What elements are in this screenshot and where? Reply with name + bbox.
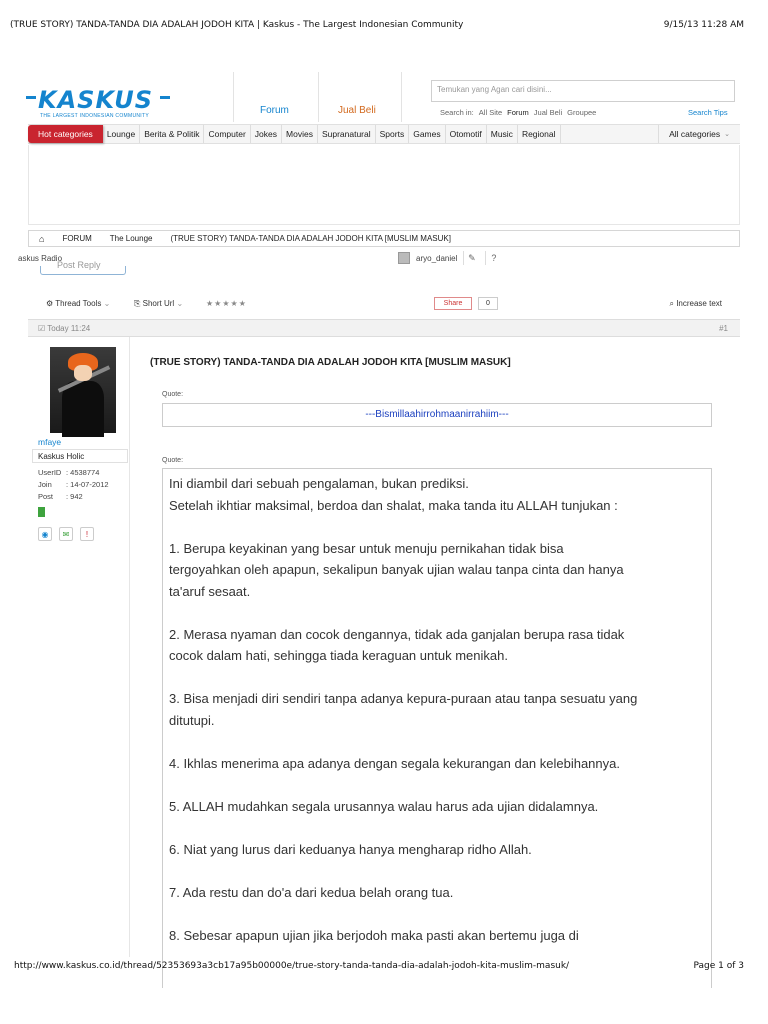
quote-line: 5. ALLAH mudahkan segala urusannya walau harus ada ujian didalamnya. [169,798,599,814]
paragraph-gap [169,903,705,925]
post-reply-button[interactable] [40,260,126,275]
divider [318,72,319,122]
message-icon[interactable]: ✉ [59,527,73,541]
category-games[interactable]: Games [409,125,445,143]
share-count: 0 [478,297,498,310]
quote-line: 6. Niat yang lurus dari keduanya hanya mengharap ridho Allah. [169,841,532,857]
category-supranatural[interactable]: Supranatural [318,125,376,143]
thread-tools-label: Thread Tools [55,299,102,308]
category-berita-politik[interactable]: Berita & Politik [140,125,204,143]
gear-icon: ⚙ [46,299,54,308]
post-date-text: Today 11:24 [47,324,91,333]
quote-line: 8. Sebesar apapun ujian jika berjodoh maka pasti akan bertemu juga di [169,927,579,943]
quote-line: tergoyahkan oleh apapun, sekalipun banyak ujian walau tanpa cinta dan hanya [169,562,624,577]
category-movies[interactable]: Movies [282,125,318,143]
paragraph-gap [169,817,705,839]
kaskus-logo[interactable] [32,86,168,120]
quote-line: ditutupi. [169,712,215,728]
join-value: : 14-07-2012 [66,480,109,489]
quote-line: 4. Ikhlas menerima apa adanya dengan segala kekurangan dan kelebihannya. [169,755,620,771]
category-otomotif[interactable]: Otomotif [446,125,487,143]
increase-text-label: Increase text [676,299,722,308]
home-icon[interactable]: ⌂ [39,233,45,244]
post-title: (TRUE STORY) TANDA-TANDA DIA ADALAH JODOH KITA [MUSLIM MASUK] [150,357,511,368]
thread-tools-row [28,299,740,313]
post-date [38,324,90,333]
breadcrumb-the-lounge[interactable]: The Lounge [109,234,153,243]
increase-text-button[interactable] [669,299,722,309]
print-page: Page 1 of 3 [693,961,744,971]
quote-line: Ini diambil dari sebuah pengalaman, bukan prediksi. [169,476,469,491]
search-option-all-site[interactable]: All Site [478,108,503,117]
all-categories-label: All categories [669,129,721,139]
print-datetime: 9/15/13 11:28 AM [663,20,744,30]
quote-line: 1. Berupa keyakinan yang besar untuk menuju pernikahan tidak bisa [169,540,564,556]
quote-body [162,468,712,988]
print-footer [14,961,744,971]
reputation-bar [38,507,45,517]
ad-banner [28,145,740,225]
category-lounge[interactable]: Lounge [103,125,140,143]
category-sports[interactable]: Sports [376,125,410,143]
breadcrumb-thread: (TRUE STORY) TANDA-TANDA DIA ADALAH JODOH KITA [MUSLIM MASUK] [170,234,451,243]
zoom-icon: ⌕ [669,299,674,308]
divider [401,72,402,122]
quote-line: 7. Ada restu dan do'a dari kedua belah orang tua. [169,884,454,900]
profile-icon[interactable]: ◉ [38,527,52,541]
paragraph-gap [169,602,705,624]
category-jokes[interactable]: Jokes [251,125,282,143]
poster-meta [38,467,109,503]
print-header [10,20,744,30]
print-title: (TRUE STORY) TANDA-TANDA DIA ADALAH JODOH KITA | Kaskus - The Largest Indonesian Community [10,20,464,30]
poster-info [28,337,130,957]
kaskus-radio-link[interactable]: askus Radio [18,254,63,263]
search-option-jual-beli[interactable]: Jual Beli [533,108,563,117]
paragraph-gap [169,860,705,882]
quote-label: Quote: [162,391,184,398]
userid-value: : 4538774 [66,468,100,477]
avatar-figure [62,381,104,437]
chevron-down-icon: ⌄ [103,299,111,308]
link-icon: ⎘ [134,299,141,308]
logo-text: KASKUS [38,86,153,114]
poster-rank: Kaskus Holic [32,449,128,463]
logo-dash-right [160,96,170,99]
post-date-bar [28,319,740,337]
paragraph-gap [169,774,705,796]
quote-line: ta'aruf sesaat. [169,583,251,599]
search-scope [440,108,596,117]
search-input[interactable]: Temukan yang Agan cari disini... [431,80,735,102]
all-categories-dropdown[interactable] [658,125,740,143]
quote-line: 2. Merasa nyaman dan cocok dengannya, tidak ada ganjalan berupa rasa tidak [169,626,625,642]
poster-avatar[interactable] [50,347,116,433]
user-menu [398,250,501,266]
category-regional[interactable]: Regional [518,125,561,143]
category-music[interactable]: Music [487,125,518,143]
search-in-label: Search in: [440,108,474,117]
user-toolbar [18,250,740,266]
short-url-dropdown[interactable] [134,299,183,309]
divider [233,72,234,122]
user-avatar-small [398,252,410,264]
join-label: Join [38,480,52,489]
search-tips-link[interactable]: Search Tips [688,108,728,117]
share-button[interactable]: Share [434,297,472,310]
logo-dash-left [26,96,36,99]
userid-label: UserID [38,468,62,477]
quote-label: Quote: [162,457,184,464]
post-number[interactable]: #1 [719,324,728,333]
poster-actions [38,527,94,541]
breadcrumb-forum[interactable]: FORUM [62,234,92,243]
search-option-groupee[interactable]: Groupee [567,108,597,117]
thread-tools-dropdown[interactable] [46,299,110,308]
quote-line: Setelah ikhtiar maksimal, berdoa dan shalat, maka tanda itu ALLAH tunjukan : [169,497,618,513]
nav-jual-beli[interactable]: Jual Beli [338,105,376,116]
paragraph-gap [169,667,705,689]
paragraph-gap [169,516,705,538]
help-icon[interactable]: ? [485,251,501,265]
rating-stars[interactable]: ★★★★★ [206,299,247,308]
quote-line: cocok dalam hati, sehingga tiada keraguan untuk menikah. [169,648,508,663]
username-link[interactable]: aryo_daniel [416,253,458,263]
chevron-down-icon: ⌄ [176,299,184,308]
kaskus-page [18,70,740,946]
quote-line: 3. Bisa menjadi diri sendiri tanpa adanya kepura-puraan atau tanpa sesuatu yang [169,691,638,706]
logo-tagline: THE LARGEST INDONESIAN COMMUNITY [40,113,149,119]
checkbox-icon: ☑ [38,324,46,333]
post-count-label: Post [38,492,54,501]
report-icon[interactable]: ! [80,527,94,541]
category-computer[interactable]: Computer [204,125,250,143]
chevron-down-icon: ⌄ [724,131,730,138]
category-bar [28,124,740,144]
post-reply-label: Post Reply [57,260,101,270]
short-url-label: Short Url [142,299,175,308]
paragraph-gap [169,731,705,753]
poster-username[interactable]: mfaye [38,437,62,447]
print-url: http://www.kaskus.co.id/thread/52353693a3cb17a95b00000e/true-story-tanda-tanda-dia-adalah-jodoh-kita-muslim-masuk/ [14,961,570,971]
avatar-face [74,365,92,381]
search-option-forum[interactable]: Forum [507,108,529,117]
hot-categories-button[interactable]: Hot categories [28,125,103,143]
post-count-value: : 942 [66,492,83,501]
quote-bismillah: ---Bismillaahirrohmaanirrahiim--- [162,403,712,427]
breadcrumb [28,230,740,247]
nav-forum[interactable]: Forum [260,105,289,116]
edit-icon[interactable]: ✎ [463,251,479,265]
